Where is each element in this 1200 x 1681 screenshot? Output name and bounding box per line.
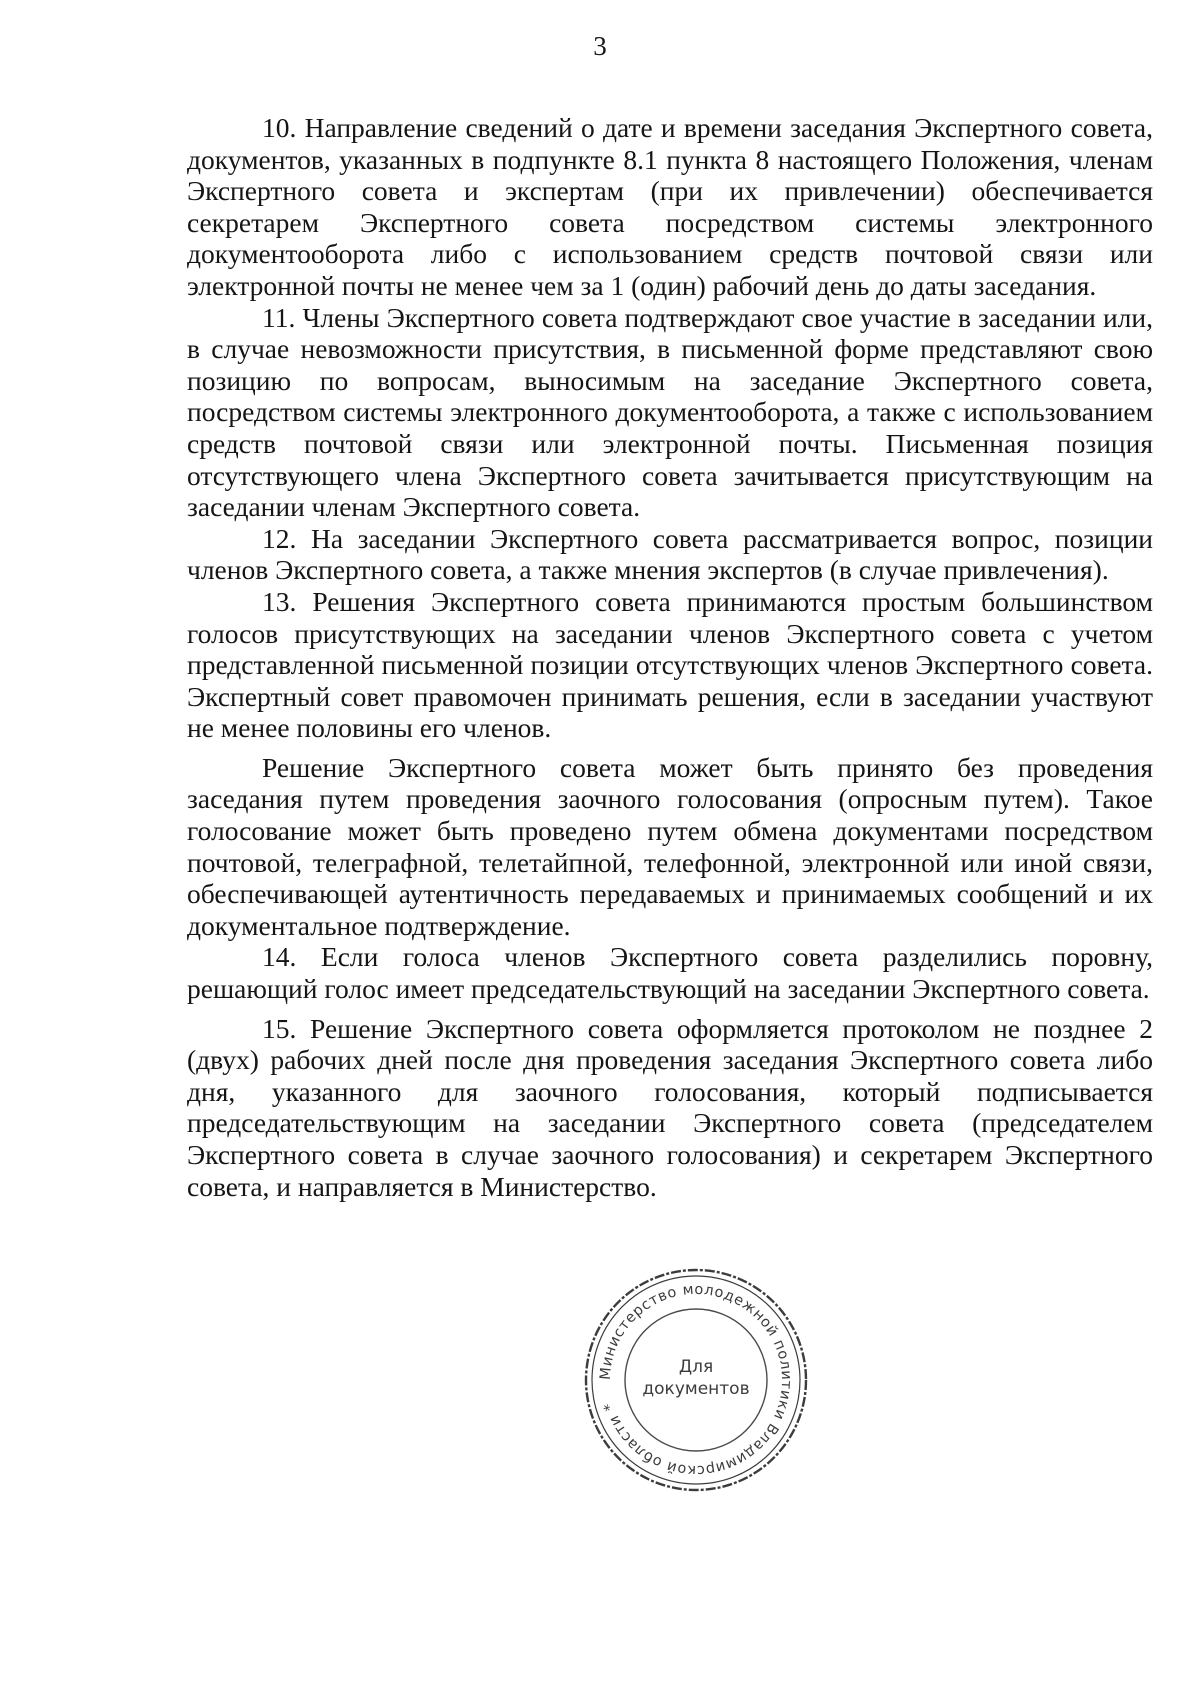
paragraph-13: 13. Решения Экспертного совета принимаются простым большинством голосов присутствующих на заседании членов Экспертного совета с учетом представленной письменной позиции отсутствующих членов Экспертного совета. Экспертный совет правомочен принимать решения, если в заседании участвуют не менее половины его членов. [187, 585, 1153, 744]
paragraph-10: 10. Направление сведений о дате и времени заседания Экспертного совета, документов, указанных в подпункте 8.1 пункта 8 настоящего Положения, членам Экспертного совета и экспертам (при их привлечении) обеспечивается секретарем Экспертного совета посредством системы электронного документооборота либо с использованием средств почтовой связи или электронной почты не менее чем за 1 (один) рабочий день до даты заседания. [187, 112, 1153, 301]
seal-center-line-1: Для [678, 1357, 714, 1377]
paragraph-11: 11. Члены Экспертного совета подтверждают свое участие в заседании или, в случае невозможности присутствия, в письменной форме представляют свою позицию по вопросам, выносимым на заседание Экспертного совета, посредством системы электронного документооборота, а также с использованием средств почтовой связи или электронной почты. Письменная позиция отсутствующего члена Экспертного совета зачитывается присутствующим на заседании членам Экспертного совета. [187, 301, 1153, 523]
official-seal-stamp [582, 1266, 810, 1494]
seal-ring-text: Министерство молодежной политики Владимирской области * [597, 1281, 795, 1479]
page-number: 3 [593, 31, 607, 61]
document-body [187, 112, 1153, 1202]
paragraph-13-continuation: Решение Экспертного совета может быть принято без проведения заседания путем проведения заочного голосования (опросным путем). Такое голосование может быть проведено путем обмена документами посредством почтовой, телеграфной, телетайпной, телефонной, электронной или иной связи, обеспечивающей аутентичность передаваемых и принимаемых сообщений и их документальное подтверждение. [187, 751, 1153, 941]
seal-graphic [582, 1266, 810, 1494]
paragraph-15: 15. Решение Экспертного совета оформляется протоколом не позднее 2 (двух) рабочих дней после дня проведения заседания Экспертного совета либо дня, указанного для заочного голосования, который подписывается председательствующим на заседании Экспертного совета (председателем Экспертного совета в случае заочного голосования) и секретарем Экспертного совета, и направляется в Министерство. [187, 1012, 1153, 1202]
seal-center-line-2: документов [642, 1379, 750, 1399]
paragraph-14: 14. Если голоса членов Экспертного совета разделились поровну, решающий голос имеет председательствующий на заседании Экспертного совета. [187, 941, 1153, 1005]
paragraph-12: 12. На заседании Экспертного совета рассматривается вопрос, позиции членов Экспертного совета, а также мнения экспертов (в случае привлечения). [187, 522, 1153, 586]
